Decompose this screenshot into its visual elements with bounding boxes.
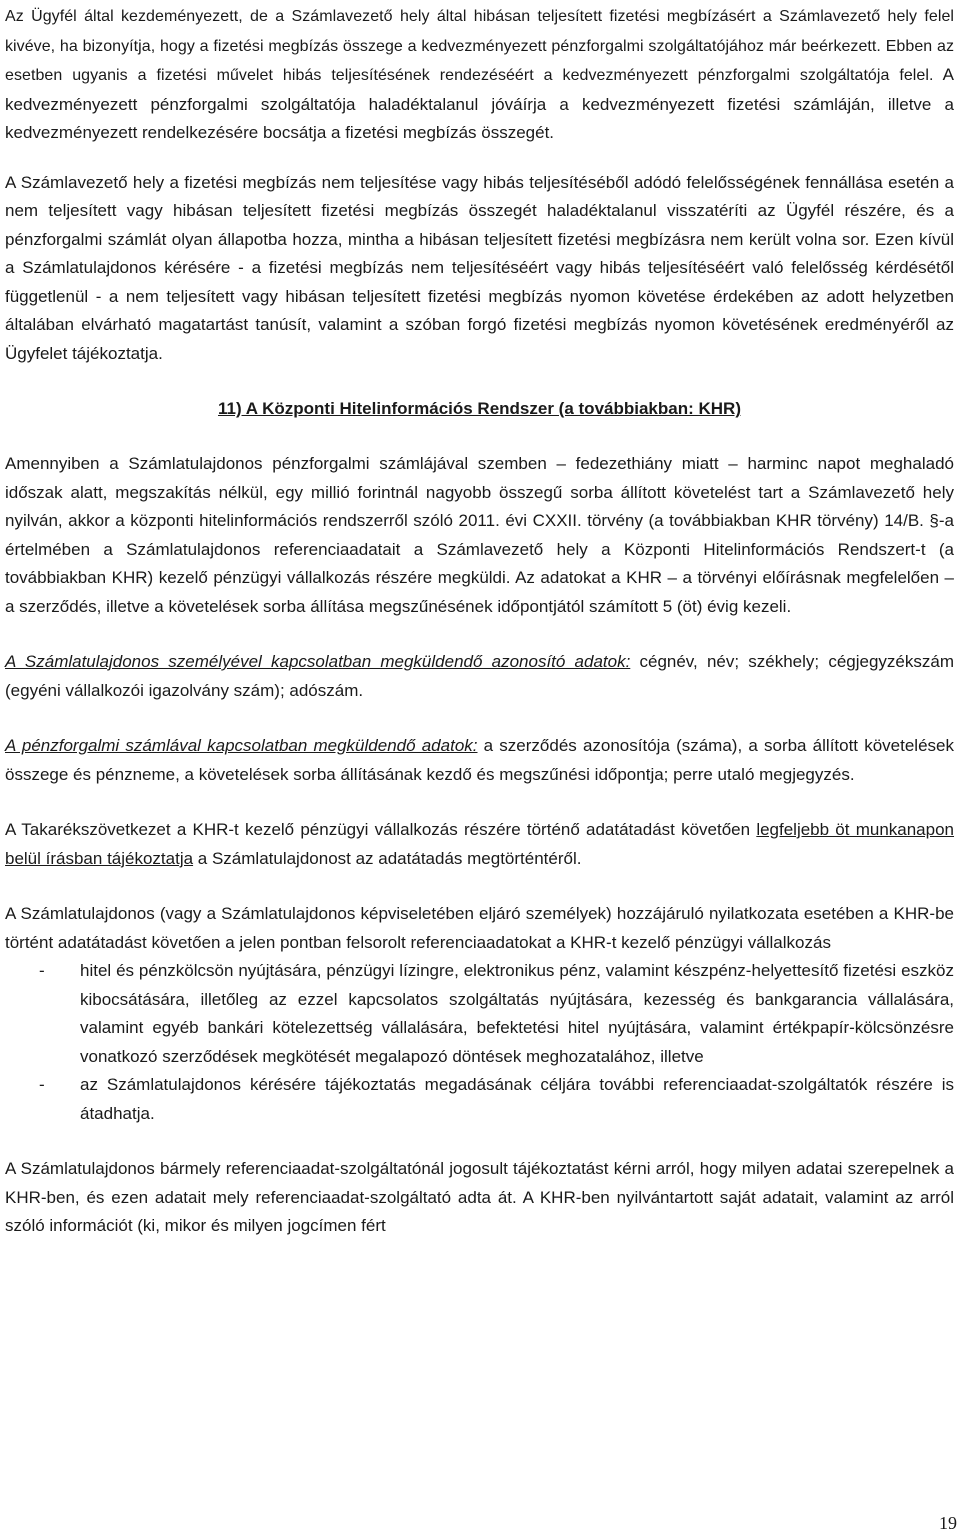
paragraph-refund-obligation: A Számlavezető hely a fizetési megbízás nem teljesítése vagy hibás teljesítéséből adódó felelősségének fennállása esetén a nem teljesített vagy hibásan teljesített fizetési megbízás összegét haladéktalanul visszatéríti az Ügyfél részére, és a pénzforgalmi számlát olyan állapotba hozza, mintha a hibásan teljesített fizetési megbízásra nem került volna sor. Ezen kívül a Számlatulajdonos kérésére - a fizetési megbízás nem teljesítéséért vagy hibás teljesítéséért való felelősség kérdésétől függetlenül - a nem teljesített vagy hibásan teljesített fizetési megbízás nyomon követése érdekében az adott helyzetben általában elvárható magatartást tanúsít, valamint a szóban forgó fizetési megbízás nyomon követésének eredményéről az Ügyfelet tájékoztatja. — [5, 172, 954, 363]
list-item-text: az Számlatulajdonos kérésére tájékoztatás megadásának céljára további referenciaadat-szolgáltatók részére is átadhatja. — [80, 1075, 954, 1123]
identity-data-label: A Számlatulajdonos személyével kapcsolatban megküldendő azonosító adatok: — [5, 652, 631, 671]
section-heading-text: 11) A Központi Hitelinformációs Rendszer (a továbbiakban: KHR) — [218, 399, 741, 418]
paragraph-khr-reporting: Amennyiben a Számlatulajdonos pénzforgalmi számlájával szemben – fedezethiány miatt – harminc napot meghaladó időszak alatt, megszakítás nélkül, egy millió forintnál nagyobb összegű sorba állított követelést tart a Számlavezető hely nyilván, akkor a központi hitelinformációs rendszerről szóló 2011. évi CXXII. törvény (a továbbiakban KHR törvény) 14/B. §-a értelmében a Számlatulajdonos referenciaadatait a Számlavezető hely a Központi Hitelinformációs Rendszert-t (a továbbiakban KHR) kezelő pénzügyi vállalkozás részére megküldi. Az adatokat a KHR – a törvényi előírásnak megfelelően – a szerződés, illetve a követelések sorba állítása megszűnésének időpontjától számított 5 (öt) évig kezeli. — [5, 454, 954, 616]
identity-data-text: cégnév, név; székhely; cégjegyzékszám (egyéni vállalkozói igazolvány szám); adószám. — [5, 652, 954, 700]
paragraph-segment: A kedvezményezett pénzforgalmi szolgáltatója haladéktalanul jóváírja a kedvezményezett fizetési számláján, illetve a kedvezményezett rendelkezésére bocsátja a fizetési megbízás összegét. — [5, 65, 955, 142]
list-item-text: hitel és pénzkölcsön nyújtására, pénzügyi lízingre, elektronikus pénz, valamint készpénz-helyettesítő fizetési eszköz kibocsátására, illetőleg az ezzel kapcsolatos szolgáltatás nyújtására, kezesség és bankgarancia vállalására, valamint egyéb bankári kötelezettség vállalására, befektetési hitel nyújtására, valamint értékpapír-kölcsönzésre vonatkozó szerződések megkötését megalapozó döntések meghozatalához, illetve — [80, 961, 954, 1066]
dash-bullet: - — [39, 961, 45, 980]
list-item — [5, 957, 954, 1071]
paragraph-notification — [5, 816, 954, 873]
paragraph-segment: Az Ügyfél által kezdeményezett, de a Számlavezető hely által hibásan teljesített fizetési megbízásért a Számlavezető hely felel kivéve, ha bizonyítja, hogy a fizetési megbízás összege a kedvezményezett pénzforgalmi szolgáltatójához már beérkezett. Ebben az esetben ugyanis a fizetési művelet hibás teljesítésének rendezéséért a kedvezményezett pénzforgalmi szolgáltatója felel. — [5, 8, 954, 84]
page-number: 19 — [939, 1513, 957, 1533]
list-item — [5, 1071, 954, 1128]
paragraph-identity-data — [5, 648, 954, 705]
consent-purpose-list — [5, 957, 954, 1128]
paragraph-account-data — [5, 732, 954, 789]
paragraph-consent: A Számlatulajdonos (vagy a Számlatulajdonos képviseletében eljáró személyek) hozzájáruló nyilatkozata esetében a KHR-be történt adatátadást követően a jelen pontban felsorolt referenciaadatokat a KHR-t kezelő pénzügyi vállalkozás — [5, 904, 954, 952]
dash-bullet: - — [39, 1075, 45, 1094]
notification-deadline: legfeljebb öt munkanapon belül írásban tájékoztatja — [5, 820, 955, 868]
notification-text-start: A Takarékszövetkezet a KHR-t kezelő pénzügyi vállalkozás részére történő adatátadást követően — [5, 820, 757, 839]
account-data-text: a szerződés azonosítója (száma), a sorba állított követelések összege és pénzneme, a követelések sorba állításának kezdő és megszűnési időpontja; perre utaló megjegyzés. — [5, 736, 954, 784]
section-heading-khr — [5, 395, 954, 423]
paragraph-information-right: A Számlatulajdonos bármely referenciaadat-szolgáltatónál jogosult tájékoztatást kérni arról, hogy milyen adatai szerepelnek a KHR-ben, és ezen adatait mely referenciaadat-szolgáltató adta át. A KHR-ben nyilvántartott saját adatait, valamint az arról szóló információt (ki, mikor és milyen jogcímen fért — [5, 1159, 954, 1235]
paragraph-faulty-payment-liability — [5, 2, 954, 148]
notification-text-end: a Számlatulajdonost az adatátadás megtörténtéről. — [193, 848, 582, 868]
account-data-label: A pénzforgalmi számlával kapcsolatban megküldendő adatok: — [5, 736, 478, 755]
